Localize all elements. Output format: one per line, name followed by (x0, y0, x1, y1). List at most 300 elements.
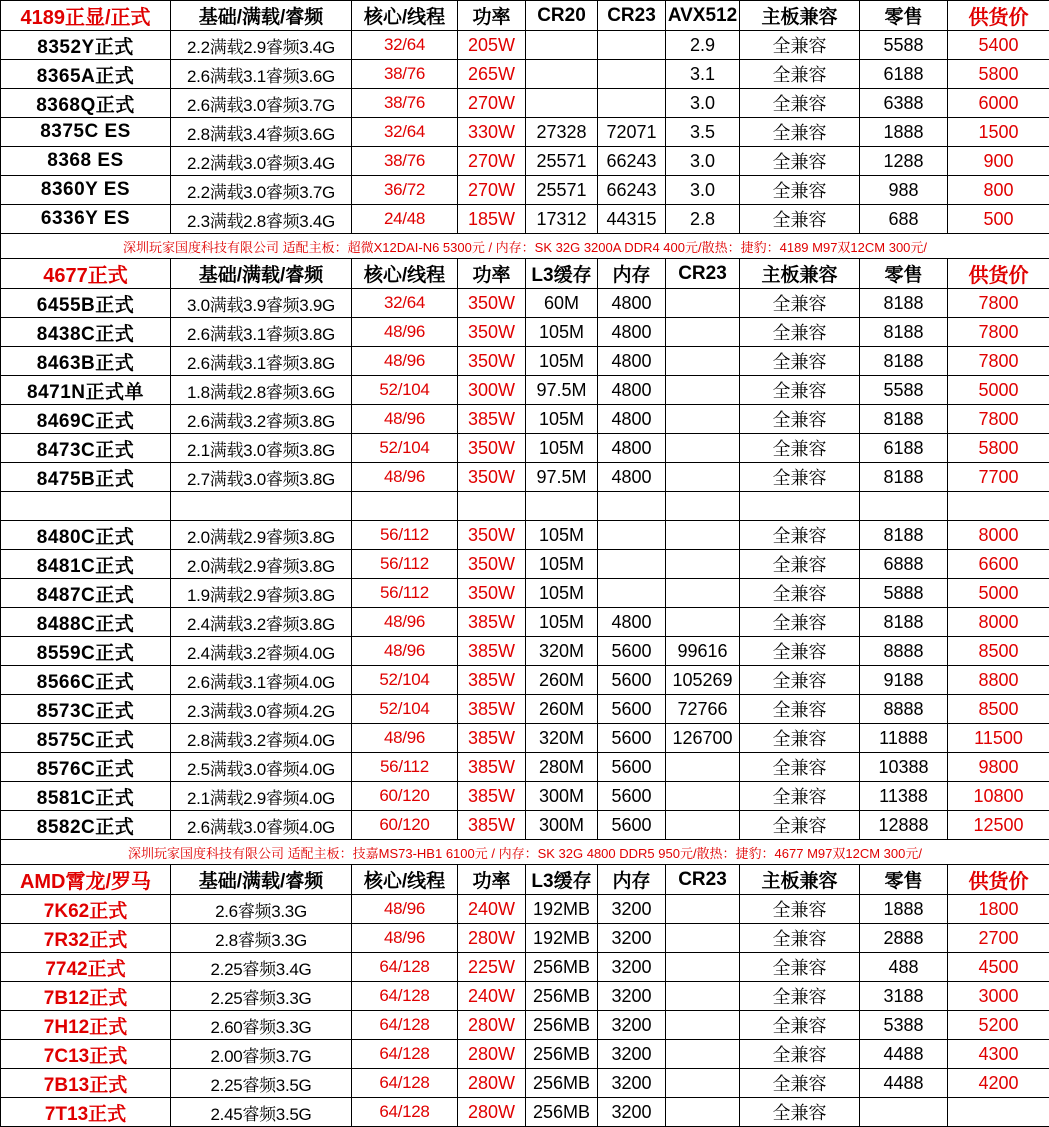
supply-price-cell: 4500 (948, 953, 1049, 982)
cores-cell: 52/104 (352, 434, 458, 463)
table-row (1, 31, 1049, 60)
power-cell: 280W (458, 1040, 526, 1069)
supply-price-cell: 8000 (948, 608, 1049, 637)
table-cell: 60M (526, 289, 598, 318)
cores-cell: 48/96 (352, 463, 458, 492)
table-cell: 全兼容 (740, 60, 860, 89)
table-cell (666, 753, 740, 782)
table-cell: 105M (526, 608, 598, 637)
spec-cell: 2.2满载2.9睿频3.4G (171, 31, 352, 60)
model-cell: 8582C正式 (1, 811, 171, 840)
power-cell: 185W (458, 205, 526, 234)
table-cell: 全兼容 (740, 753, 860, 782)
table-cell: 3200 (598, 982, 666, 1011)
table-cell: 全兼容 (740, 924, 860, 953)
spec-cell: 2.6满载3.0睿频3.7G (171, 89, 352, 118)
table-cell (666, 1069, 740, 1098)
spec-cell: 2.1满载3.0睿频3.8G (171, 434, 352, 463)
column-header: CR23 (598, 1, 666, 31)
table-cell (598, 521, 666, 550)
cores-cell: 38/76 (352, 147, 458, 176)
model-cell: 7R32正式 (1, 924, 171, 953)
table-cell: 5600 (598, 695, 666, 724)
table-cell: 全兼容 (740, 205, 860, 234)
table-cell: 4800 (598, 347, 666, 376)
table-cell (666, 550, 740, 579)
spec-cell: 2.3满载3.0睿频4.2G (171, 695, 352, 724)
model-cell: 8365A正式 (1, 60, 171, 89)
table-cell: 25571 (526, 176, 598, 205)
model-cell: 7H12正式 (1, 1011, 171, 1040)
power-cell: 385W (458, 753, 526, 782)
table-cell (598, 492, 666, 521)
column-header: 基础/满载/睿频 (171, 865, 352, 895)
model-cell: 7742正式 (1, 953, 171, 982)
column-header: 供货价 (948, 1, 1049, 31)
column-header: 基础/满载/睿频 (171, 259, 352, 289)
retail-price-cell: 8188 (860, 318, 948, 347)
retail-price-cell: 8188 (860, 463, 948, 492)
column-header: 4189正显/正式 (1, 1, 171, 31)
cores-cell: 38/76 (352, 60, 458, 89)
column-header: AMD霄龙/罗马 (1, 865, 171, 895)
table-cell: 105M (526, 550, 598, 579)
supply-price-cell (948, 1098, 1049, 1127)
retail-price-cell: 8888 (860, 695, 948, 724)
cores-cell: 64/128 (352, 953, 458, 982)
table-cell: 105M (526, 579, 598, 608)
table-cell: 3200 (598, 1098, 666, 1127)
supply-price-cell: 6600 (948, 550, 1049, 579)
table-cell: 全兼容 (740, 31, 860, 60)
supply-price-cell: 800 (948, 176, 1049, 205)
column-header: 功率 (458, 865, 526, 895)
table-row (1, 60, 1049, 89)
table-row (1, 608, 1049, 637)
column-header: 功率 (458, 259, 526, 289)
column-header: CR20 (526, 1, 598, 31)
table-cell: 105M (526, 521, 598, 550)
model-cell: 8469C正式 (1, 405, 171, 434)
table-cell: 3200 (598, 895, 666, 924)
table-cell: 全兼容 (740, 953, 860, 982)
cores-cell: 48/96 (352, 637, 458, 666)
power-cell: 350W (458, 434, 526, 463)
table-row (1, 550, 1049, 579)
table-cell: 300M (526, 782, 598, 811)
spec-cell: 2.45睿频3.5G (171, 1098, 352, 1127)
spec-cell: 2.0满载2.9睿频3.8G (171, 550, 352, 579)
retail-price-cell: 5588 (860, 376, 948, 405)
cores-cell: 32/64 (352, 289, 458, 318)
model-cell: 6336Y ES (1, 205, 171, 234)
cores-cell: 48/96 (352, 895, 458, 924)
power-cell: 350W (458, 579, 526, 608)
table-cell: 25571 (526, 147, 598, 176)
supply-price-cell: 5200 (948, 1011, 1049, 1040)
spec-cell: 2.25睿频3.5G (171, 1069, 352, 1098)
retail-price-cell: 8188 (860, 347, 948, 376)
table-row (1, 376, 1049, 405)
power-cell: 270W (458, 176, 526, 205)
table-row (1, 89, 1049, 118)
table-cell: 105M (526, 405, 598, 434)
table-cell (598, 60, 666, 89)
table-cell: 4800 (598, 405, 666, 434)
spec-cell: 2.6满载3.1睿频3.8G (171, 318, 352, 347)
supply-price-cell: 4200 (948, 1069, 1049, 1098)
model-cell: 8438C正式 (1, 318, 171, 347)
cores-cell: 60/120 (352, 782, 458, 811)
table-cell: 260M (526, 695, 598, 724)
table-cell (666, 1011, 740, 1040)
cores-cell: 64/128 (352, 1011, 458, 1040)
table-row (1, 521, 1049, 550)
table-cell: 全兼容 (740, 724, 860, 753)
spec-cell: 2.8睿频3.3G (171, 924, 352, 953)
column-header: 主板兼容 (740, 1, 860, 31)
spec-cell: 2.25睿频3.3G (171, 982, 352, 1011)
supply-price-cell: 1800 (948, 895, 1049, 924)
table-cell (666, 376, 740, 405)
model-cell (1, 492, 171, 521)
table-row (1, 1069, 1049, 1098)
power-cell: 300W (458, 376, 526, 405)
model-cell: 8573C正式 (1, 695, 171, 724)
column-header: 基础/满载/睿频 (171, 1, 352, 31)
retail-price-cell: 8188 (860, 521, 948, 550)
table-cell: 全兼容 (740, 637, 860, 666)
model-cell: 8581C正式 (1, 782, 171, 811)
retail-price-cell: 5388 (860, 1011, 948, 1040)
model-cell: 8473C正式 (1, 434, 171, 463)
power-cell: 265W (458, 60, 526, 89)
spec-cell: 2.6满载3.1睿频3.6G (171, 60, 352, 89)
supply-price-cell: 10800 (948, 782, 1049, 811)
spec-cell (171, 492, 352, 521)
table-cell: 3200 (598, 1069, 666, 1098)
model-cell: 8352Y正式 (1, 31, 171, 60)
model-cell: 8375C ES (1, 118, 171, 147)
retail-price-cell: 1288 (860, 147, 948, 176)
spec-cell: 2.6满载3.0睿频4.0G (171, 811, 352, 840)
table-cell (598, 89, 666, 118)
table-cell: 4800 (598, 463, 666, 492)
table-cell: 5600 (598, 782, 666, 811)
retail-price-cell: 488 (860, 953, 948, 982)
table-cell: 192MB (526, 895, 598, 924)
table-cell: 2.9 (666, 31, 740, 60)
table-row (1, 1040, 1049, 1069)
retail-price-cell: 9188 (860, 666, 948, 695)
table-cell: 256MB (526, 1069, 598, 1098)
table-row (1, 1098, 1049, 1127)
table-cell: 全兼容 (740, 608, 860, 637)
power-cell: 205W (458, 31, 526, 60)
table-header-row (1, 259, 1049, 289)
cores-cell: 38/76 (352, 89, 458, 118)
cores-cell: 64/128 (352, 1098, 458, 1127)
table-cell: 全兼容 (740, 463, 860, 492)
supply-price-cell: 9800 (948, 753, 1049, 782)
table-cell: 全兼容 (740, 782, 860, 811)
table-cell: 3200 (598, 1040, 666, 1069)
model-cell: 7T13正式 (1, 1098, 171, 1127)
table-cell: 256MB (526, 1011, 598, 1040)
spec-cell: 2.4满载3.2睿频3.8G (171, 608, 352, 637)
table-row (1, 982, 1049, 1011)
table-cell: 256MB (526, 1098, 598, 1127)
model-cell: 8575C正式 (1, 724, 171, 753)
retail-price-cell: 12888 (860, 811, 948, 840)
table-cell: 全兼容 (740, 579, 860, 608)
cores-cell: 48/96 (352, 347, 458, 376)
supply-price-cell: 2700 (948, 924, 1049, 953)
table-cell: 66243 (598, 147, 666, 176)
power-cell: 385W (458, 666, 526, 695)
table-cell: 全兼容 (740, 1040, 860, 1069)
table-cell (526, 492, 598, 521)
table-cell: 320M (526, 637, 598, 666)
table-cell (666, 1098, 740, 1127)
table-cell: 4800 (598, 434, 666, 463)
supply-price-cell: 3000 (948, 982, 1049, 1011)
column-header: 内存 (598, 865, 666, 895)
table-cell: 全兼容 (740, 1098, 860, 1127)
table-cell: 全兼容 (740, 1069, 860, 1098)
table-cell: 全兼容 (740, 89, 860, 118)
table-cell: 3.0 (666, 89, 740, 118)
table-row (1, 666, 1049, 695)
section-note-row (1, 234, 1049, 259)
model-cell: 8368Q正式 (1, 89, 171, 118)
spec-cell: 1.8满载2.8睿频3.6G (171, 376, 352, 405)
table-cell: 99616 (666, 637, 740, 666)
table-cell (666, 492, 740, 521)
column-header: CR23 (666, 259, 740, 289)
table-row (1, 724, 1049, 753)
table-cell: 256MB (526, 1040, 598, 1069)
supply-price-cell: 8500 (948, 637, 1049, 666)
table-cell: 全兼容 (740, 405, 860, 434)
spec-cell: 3.0满载3.9睿频3.9G (171, 289, 352, 318)
power-cell: 330W (458, 118, 526, 147)
table-header-row (1, 1, 1049, 31)
table-spacer-row (1, 492, 1049, 521)
table-cell: 4800 (598, 289, 666, 318)
model-cell: 8360Y ES (1, 176, 171, 205)
column-header: 核心/线程 (352, 1, 458, 31)
column-header: CR23 (666, 865, 740, 895)
table-cell: 3200 (598, 1011, 666, 1040)
table-row (1, 924, 1049, 953)
table-cell: 256MB (526, 953, 598, 982)
cores-cell: 32/64 (352, 118, 458, 147)
table-cell: 44315 (598, 205, 666, 234)
power-cell: 350W (458, 289, 526, 318)
spec-cell: 2.2满载3.0睿频3.7G (171, 176, 352, 205)
model-cell: 7B12正式 (1, 982, 171, 1011)
table-row (1, 463, 1049, 492)
power-cell: 270W (458, 147, 526, 176)
cores-cell: 36/72 (352, 176, 458, 205)
table-cell: 全兼容 (740, 147, 860, 176)
column-header: L3缓存 (526, 865, 598, 895)
table-row (1, 579, 1049, 608)
table-cell: 全兼容 (740, 176, 860, 205)
cores-cell: 48/96 (352, 405, 458, 434)
table-row (1, 753, 1049, 782)
table-row (1, 405, 1049, 434)
model-cell: 8576C正式 (1, 753, 171, 782)
power-cell: 385W (458, 782, 526, 811)
retail-price-cell: 688 (860, 205, 948, 234)
retail-price-cell: 1888 (860, 118, 948, 147)
table-cell (526, 89, 598, 118)
cores-cell: 48/96 (352, 608, 458, 637)
table-cell: 4800 (598, 318, 666, 347)
table-cell: 105M (526, 434, 598, 463)
column-header: 零售 (860, 865, 948, 895)
model-cell: 8559C正式 (1, 637, 171, 666)
power-cell: 350W (458, 318, 526, 347)
table-row (1, 434, 1049, 463)
supply-price-cell: 4300 (948, 1040, 1049, 1069)
power-cell: 240W (458, 895, 526, 924)
table-cell: 192MB (526, 924, 598, 953)
column-header: 功率 (458, 1, 526, 31)
supply-price-cell: 7700 (948, 463, 1049, 492)
column-header: 供货价 (948, 865, 1049, 895)
retail-price-cell (860, 492, 948, 521)
cores-cell: 52/104 (352, 695, 458, 724)
spec-cell: 2.6满载3.1睿频3.8G (171, 347, 352, 376)
supply-price-cell: 11500 (948, 724, 1049, 753)
power-cell: 385W (458, 724, 526, 753)
table-cell (666, 405, 740, 434)
retail-price-cell: 4488 (860, 1040, 948, 1069)
table-cell: 全兼容 (740, 318, 860, 347)
table-cell (666, 434, 740, 463)
table-cell: 4800 (598, 608, 666, 637)
table-cell: 5600 (598, 637, 666, 666)
table-cell: 280M (526, 753, 598, 782)
model-cell: 8463B正式 (1, 347, 171, 376)
table-row (1, 289, 1049, 318)
column-header: 核心/线程 (352, 259, 458, 289)
table-cell: 97.5M (526, 376, 598, 405)
table-cell (666, 608, 740, 637)
model-cell: 8487C正式 (1, 579, 171, 608)
table-row (1, 695, 1049, 724)
power-cell: 280W (458, 1069, 526, 1098)
cores-cell: 48/96 (352, 318, 458, 347)
table-cell (598, 31, 666, 60)
model-cell: 8481C正式 (1, 550, 171, 579)
table-cell: 全兼容 (740, 376, 860, 405)
table-cell: 3.5 (666, 118, 740, 147)
spec-cell: 2.1满载2.9睿频4.0G (171, 782, 352, 811)
supply-price-cell: 5000 (948, 579, 1049, 608)
table-cell: 全兼容 (740, 811, 860, 840)
table-cell: 全兼容 (740, 289, 860, 318)
spec-cell: 2.00睿频3.7G (171, 1040, 352, 1069)
supply-price-cell (948, 492, 1049, 521)
table-cell: 3.0 (666, 147, 740, 176)
retail-price-cell: 8188 (860, 608, 948, 637)
table-cell: 4800 (598, 376, 666, 405)
supply-price-cell: 8000 (948, 521, 1049, 550)
supply-price-cell: 5800 (948, 434, 1049, 463)
table-cell (666, 1040, 740, 1069)
table-cell: 全兼容 (740, 895, 860, 924)
model-cell: 7K62正式 (1, 895, 171, 924)
table-cell: 全兼容 (740, 347, 860, 376)
cores-cell: 60/120 (352, 811, 458, 840)
table-cell: 全兼容 (740, 521, 860, 550)
retail-price-cell: 6188 (860, 434, 948, 463)
supply-price-cell: 7800 (948, 347, 1049, 376)
section-note-row (1, 840, 1049, 865)
power-cell: 350W (458, 463, 526, 492)
spec-cell: 2.60睿频3.3G (171, 1011, 352, 1040)
table-row (1, 953, 1049, 982)
power-cell: 270W (458, 89, 526, 118)
model-cell: 8475B正式 (1, 463, 171, 492)
model-cell: 8480C正式 (1, 521, 171, 550)
supply-price-cell: 5800 (948, 60, 1049, 89)
retail-price-cell: 11388 (860, 782, 948, 811)
spec-cell: 2.8满载3.2睿频4.0G (171, 724, 352, 753)
power-cell: 240W (458, 982, 526, 1011)
model-cell: 7C13正式 (1, 1040, 171, 1069)
table-row (1, 205, 1049, 234)
supply-price-cell: 12500 (948, 811, 1049, 840)
column-header: 零售 (860, 1, 948, 31)
table-cell: 全兼容 (740, 550, 860, 579)
spec-cell: 2.3满载2.8睿频3.4G (171, 205, 352, 234)
supply-price-cell: 8800 (948, 666, 1049, 695)
supply-price-cell: 900 (948, 147, 1049, 176)
table-cell (666, 982, 740, 1011)
retail-price-cell: 2888 (860, 924, 948, 953)
retail-price-cell: 6188 (860, 60, 948, 89)
retail-price-cell: 8188 (860, 289, 948, 318)
table-cell: 5600 (598, 811, 666, 840)
cores-cell: 24/48 (352, 205, 458, 234)
retail-price-cell: 988 (860, 176, 948, 205)
cores-cell: 48/96 (352, 924, 458, 953)
table-cell: 3200 (598, 924, 666, 953)
supply-price-cell: 7800 (948, 318, 1049, 347)
supply-price-cell: 500 (948, 205, 1049, 234)
table-cell (526, 31, 598, 60)
table-cell (666, 924, 740, 953)
table-cell: 3200 (598, 953, 666, 982)
table-cell: 5600 (598, 666, 666, 695)
supply-price-cell: 7800 (948, 405, 1049, 434)
table-cell: 126700 (666, 724, 740, 753)
table-cell: 全兼容 (740, 982, 860, 1011)
table-cell: 27328 (526, 118, 598, 147)
spec-cell: 2.4满载3.2睿频4.0G (171, 637, 352, 666)
table-cell (526, 60, 598, 89)
cores-cell (352, 492, 458, 521)
table-row (1, 347, 1049, 376)
table-cell: 66243 (598, 176, 666, 205)
table-cell (598, 550, 666, 579)
table-cell: 2.8 (666, 205, 740, 234)
